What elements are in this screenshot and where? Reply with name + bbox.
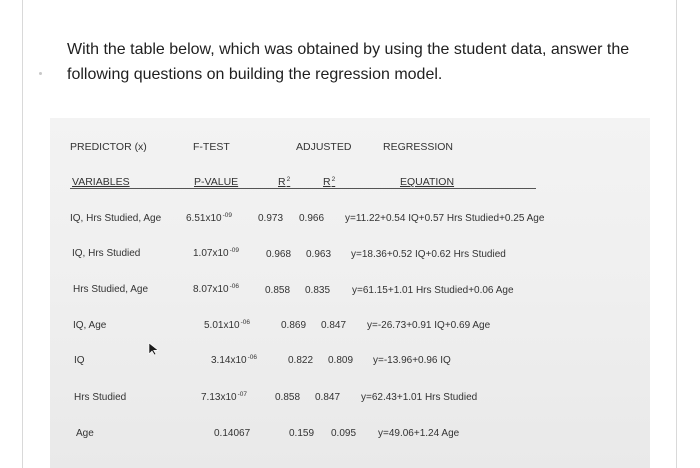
- row-4-variables: IQ, Age: [73, 320, 107, 331]
- row-5-variables: IQ: [74, 355, 85, 366]
- header-variables: VARIABLES: [72, 176, 130, 188]
- row-7-adj-r2: 0.095: [331, 428, 357, 439]
- row-7-variables: Age: [76, 428, 94, 439]
- row-1-adj-r2: 0.966: [299, 213, 325, 224]
- row-3-variables: Hrs Studied, Age: [73, 284, 149, 295]
- frame-left-border: [22, 0, 23, 468]
- row-1-equation: y=11.22+0.54 IQ+0.57 Hrs Studied+0.25 Age: [345, 213, 545, 224]
- row-4-equation: y=-26.73+0.91 IQ+0.69 Age: [367, 320, 491, 331]
- header-adjusted: ADJUSTED: [296, 141, 352, 153]
- margin-dot: [39, 72, 42, 75]
- row-3-pvalue: $8.07x10^{-06}$: [193, 283, 239, 295]
- row-4-r2: 0.869: [281, 320, 307, 331]
- row-5-equation: y=-13.96+0.96 IQ: [373, 355, 451, 366]
- mouse-cursor-icon: [148, 342, 160, 356]
- header-equation: EQUATION: [400, 176, 455, 188]
- row-6-pvalue: $7.13x10^{-07}$: [201, 391, 247, 403]
- row-4-pvalue: $5.01x10^{-06}$: [204, 319, 250, 331]
- row-1-pvalue: $6.51x10^{-09}$: [186, 212, 232, 224]
- header-ftest: F-TEST: [193, 141, 230, 153]
- row-2-r2: 0.968: [266, 249, 292, 260]
- row-6-variables: Hrs Studied: [74, 392, 127, 403]
- header-r-squared: $R^2$: [278, 176, 291, 188]
- row-6-r2: 0.858: [275, 392, 301, 403]
- row-3-equation: y=61.15+1.01 Hrs Studied+0.06 Age: [352, 285, 514, 296]
- row-5-r2: 0.822: [288, 355, 314, 366]
- header-predictor: PREDICTOR (x): [70, 141, 147, 153]
- row-3-r2: 0.858: [265, 285, 291, 296]
- row-2-pvalue: $1.07x10^{-09}$: [193, 247, 239, 259]
- row-4-adj-r2: 0.847: [321, 320, 347, 331]
- row-7-r2: 0.159: [289, 428, 315, 439]
- row-5-pvalue: $3.14x10^{-06}$: [211, 354, 257, 366]
- row-6-equation: y=62.43+1.01 Hrs Studied: [361, 392, 478, 403]
- row-2-variables: IQ, Hrs Studied: [72, 248, 141, 259]
- header-rule: [70, 188, 536, 189]
- frame-right-border: [676, 0, 677, 468]
- header-adjusted-r-squared: $R^2$: [323, 176, 336, 188]
- header-regression: REGRESSION: [383, 141, 454, 153]
- question-text: With the table below, which was obtained by using the student data, answer the following questions on building the regression model.: [67, 41, 630, 83]
- row-2-adj-r2: 0.963: [306, 249, 332, 260]
- header-pvalue: P-VALUE: [194, 176, 239, 188]
- row-2-equation: y=18.36+0.52 IQ+0.62 Hrs Studied: [351, 249, 506, 260]
- row-7-pvalue: 0.14067: [214, 428, 251, 439]
- row-5-adj-r2: 0.809: [328, 355, 354, 366]
- row-6-adj-r2: 0.847: [315, 392, 341, 403]
- row-7-equation: y=49.06+1.24 Age: [378, 428, 460, 439]
- row-1-r2: 0.973: [258, 213, 284, 224]
- row-1-variables: IQ, Hrs Studied, Age: [70, 213, 162, 224]
- row-3-adj-r2: 0.835: [305, 285, 331, 296]
